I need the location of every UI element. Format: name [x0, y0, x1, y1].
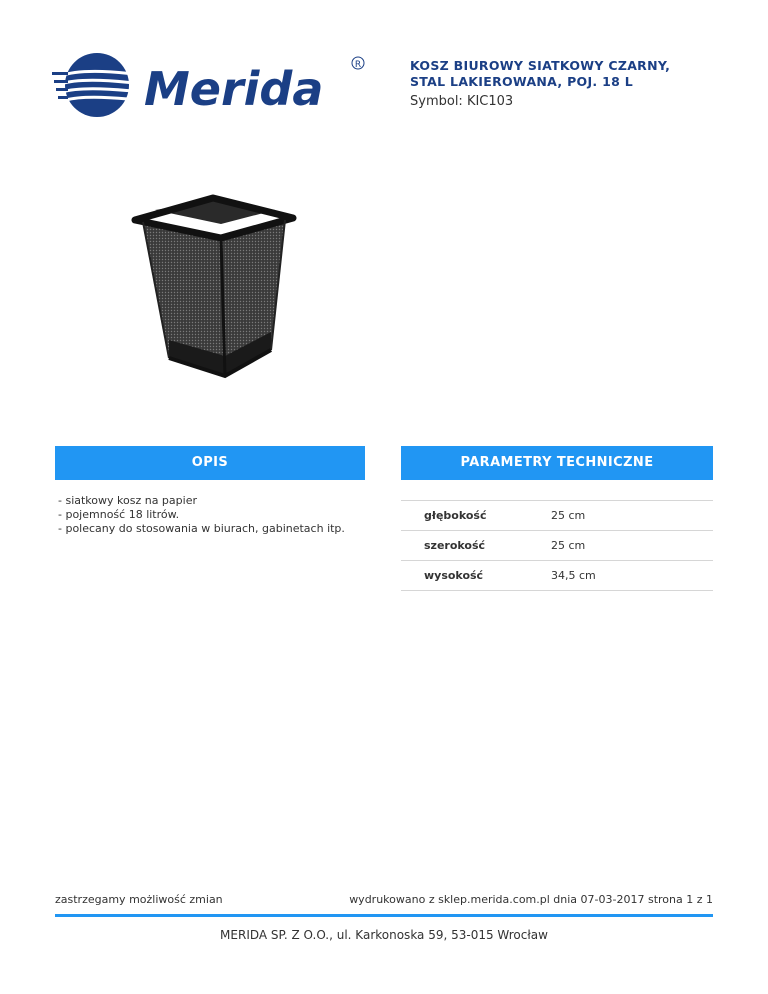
merida-logo	[52, 50, 370, 120]
product-symbol: Symbol: KIC103	[410, 94, 514, 109]
product-title-line-2: STAL LAKIEROWANA, POJ. 18 L	[410, 74, 634, 89]
description-item: - polecany do stosowania w biurach, gabinetach itp.	[58, 522, 345, 535]
parameter-value: 25 cm	[551, 539, 586, 552]
parameter-row-width	[401, 531, 713, 561]
parameters-table	[401, 500, 713, 591]
svg-text:R: R	[354, 60, 362, 70]
parameter-row-height	[401, 561, 713, 591]
brand-name: Merida	[144, 62, 324, 116]
parameter-row-depth	[401, 501, 713, 531]
product-title	[410, 58, 730, 90]
footer-print-info: wydrukowano z sklep.merida.com.pl dnia 07-03-2017 strona 1 z 1	[349, 893, 713, 906]
parameter-name: głębokość	[424, 509, 487, 522]
company-address: MERIDA SP. Z O.O., ul. Karkonoska 59, 53-015 Wrocław	[220, 928, 548, 942]
parameter-name: szerokość	[424, 539, 486, 552]
parameter-name: wysokość	[424, 569, 484, 582]
description-item: - siatkowy kosz na papier	[58, 494, 197, 507]
product-image	[125, 180, 300, 395]
product-title-line-1: KOSZ BIUROWY SIATKOWY CZARNY,	[410, 58, 671, 73]
footer-divider	[55, 914, 713, 917]
description-header: OPIS	[55, 446, 365, 480]
description-item: - pojemność 18 litrów.	[58, 508, 180, 521]
parameters-header: PARAMETRY TECHNICZNE	[401, 446, 713, 480]
parameter-value: 34,5 cm	[551, 569, 596, 582]
parameter-value: 25 cm	[551, 509, 586, 522]
description-list	[58, 494, 345, 536]
footer-disclaimer: zastrzegamy możliwość zmian	[55, 893, 223, 906]
